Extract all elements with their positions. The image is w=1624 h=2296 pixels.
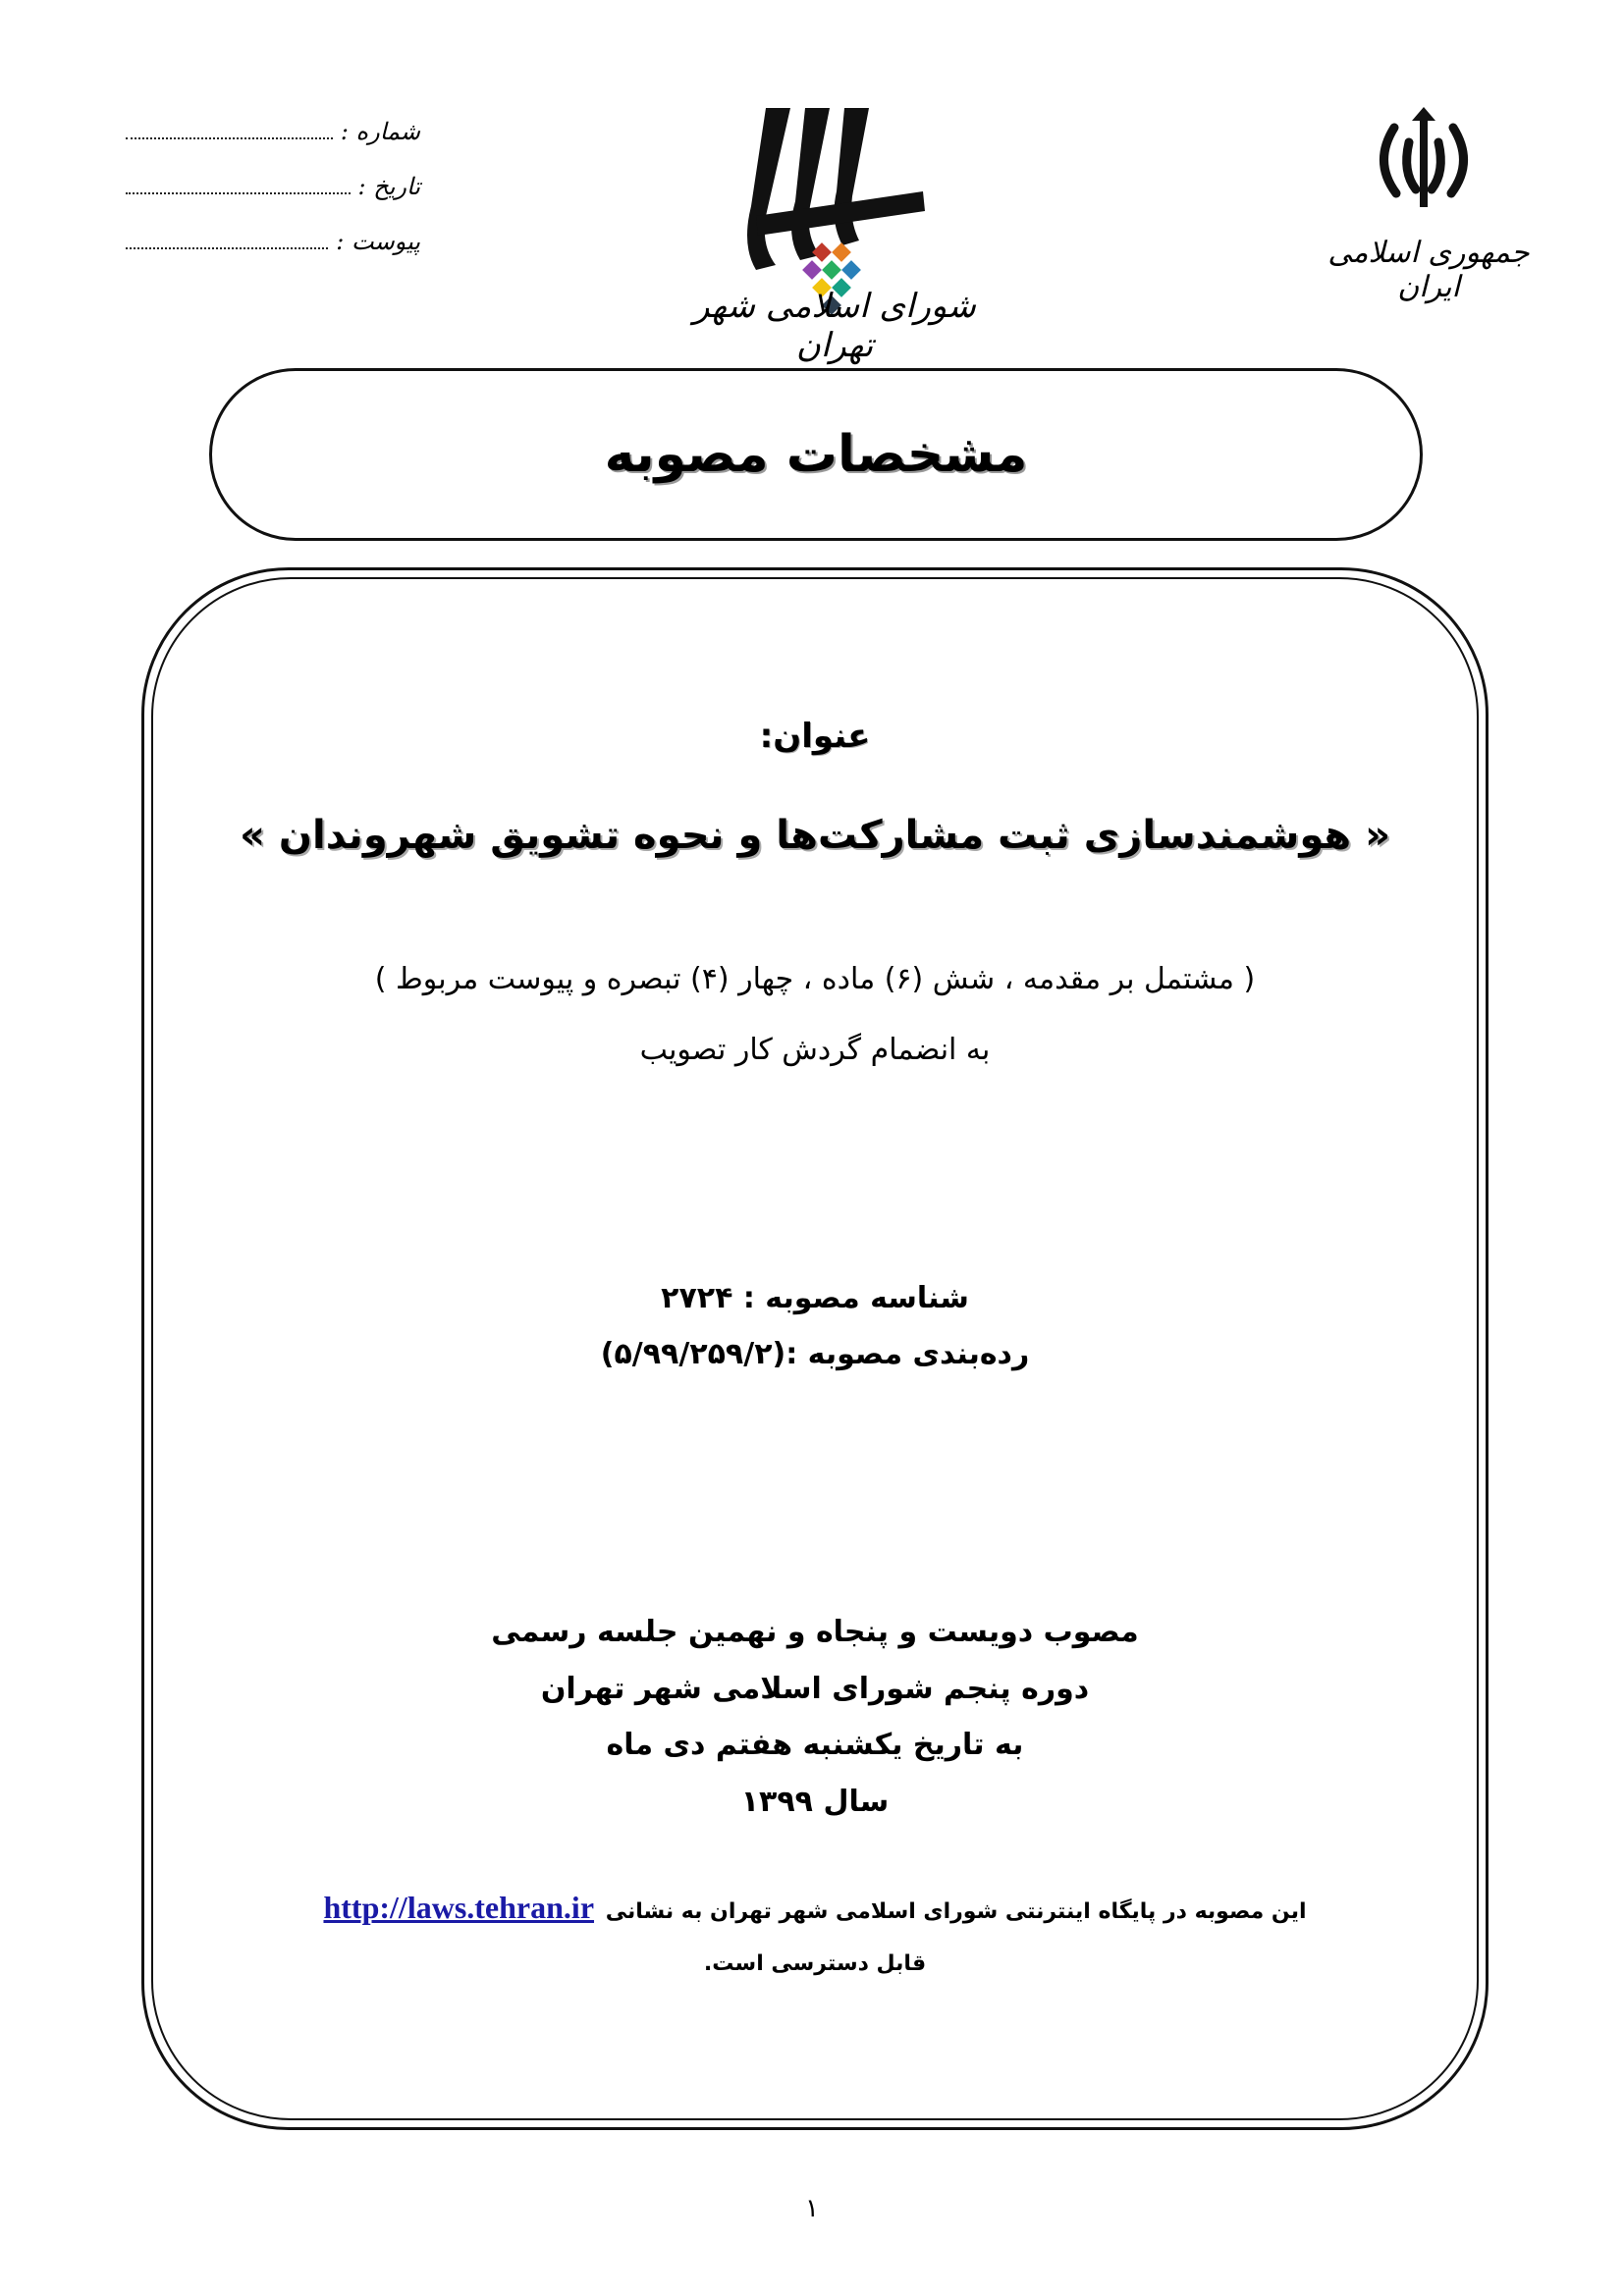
page-title: مشخصات مصوبه: [604, 425, 1028, 484]
laws-website-link[interactable]: http://laws.tehran.ir: [323, 1890, 595, 1925]
attachment-label: پیوست :: [336, 228, 420, 255]
council-name: شورای اسلامی شهر تهران: [693, 287, 976, 365]
number-blank: [126, 120, 333, 139]
title-box: [209, 368, 1423, 541]
description-line-1: ( مشتمل بر مقدمه ، شش (۶) ماده ، چهار (۴) تبصره و پیوست مربوط ): [374, 962, 1256, 996]
approval-line-2: دوره پنجم شورای اسلامی شهر تهران: [540, 1672, 1090, 1706]
notice-line: [157, 1890, 1473, 1926]
page-number: ۱: [805, 2194, 819, 2223]
attachment-blank: [126, 230, 328, 249]
subject-title: « هوشمندسازی ثبت مشارکت‌ها و نحوه تشویق شهروندان »: [240, 813, 1390, 858]
attachment-field: [126, 228, 420, 283]
number-label: شماره :: [340, 118, 420, 145]
date-blank: [126, 175, 351, 194]
approval-classification: رده‌بندی مصوبه :(۵/۹۹/۲۵۹/۲): [600, 1337, 1030, 1371]
notice-tail: قابل دسترسی است.: [703, 1951, 927, 1976]
notice-text: این مصوبه در پایگاه اینترنتی شورای اسلامی شهر تهران به نشانی: [605, 1899, 1307, 1924]
approval-id: شناسه مصوبه : ۲۷۲۴: [661, 1281, 969, 1315]
description-line-2: به انضمام گردش کار تصویب: [639, 1033, 991, 1067]
date-field: [126, 173, 420, 228]
approval-line-3: به تاریخ یکشنبه هفتم دی ماه: [606, 1728, 1024, 1762]
emblem-caption: جمهوری اسلامی ایران: [1327, 236, 1530, 304]
header-meta-fields: [126, 118, 420, 283]
subject-label: عنوان:: [759, 717, 871, 756]
iran-emblem-icon: [1365, 103, 1483, 221]
approval-line-1: مصوب دویست و پنجاه و نهمین جلسه رسمی: [491, 1615, 1139, 1649]
approval-line-4: سال ۱۳۹۹: [740, 1785, 890, 1819]
date-label: تاریخ :: [357, 173, 420, 200]
number-field: [126, 118, 420, 173]
